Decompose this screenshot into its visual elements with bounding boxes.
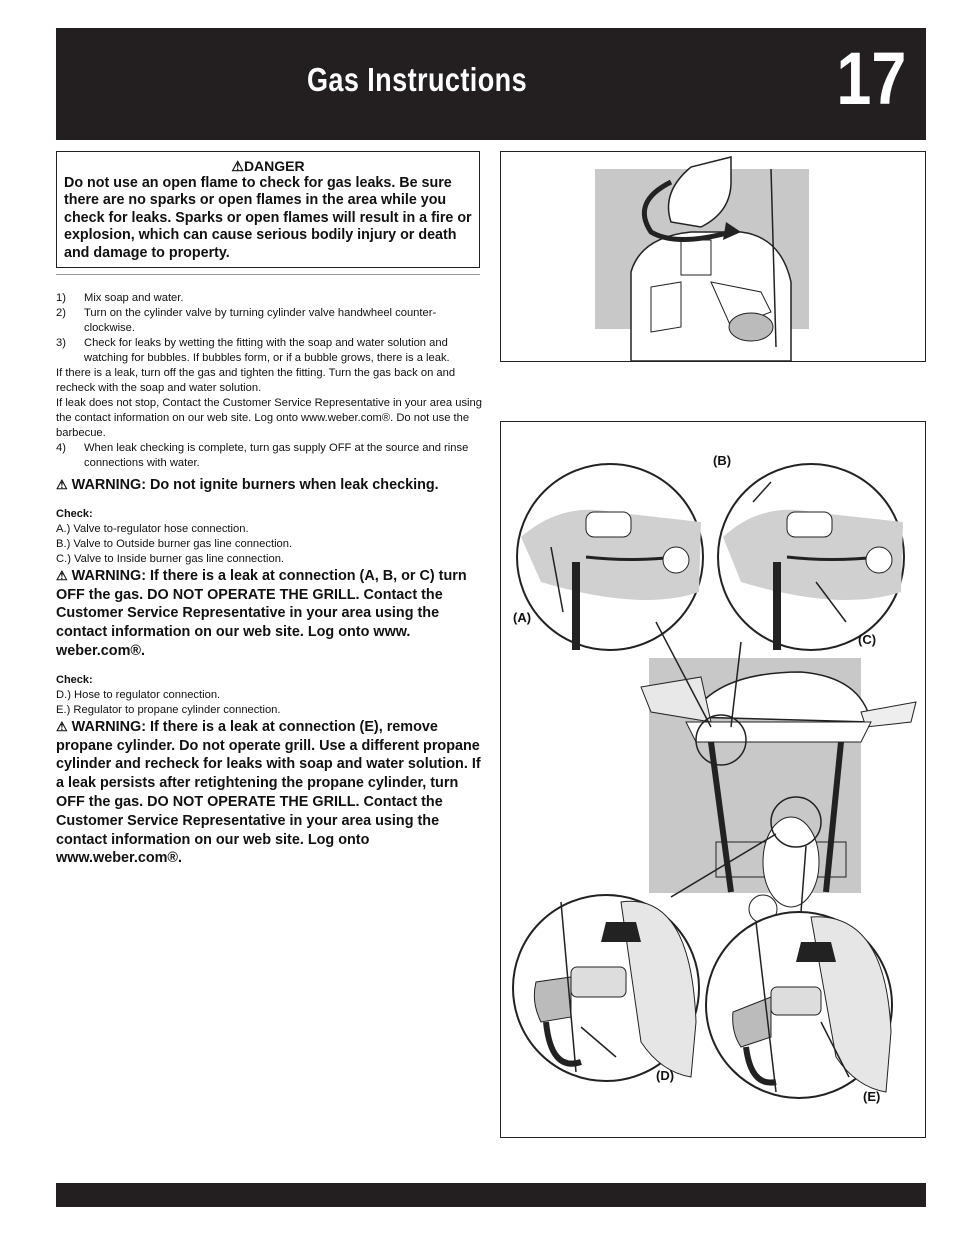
warning-triangle-icon: ⚠ bbox=[56, 567, 68, 583]
danger-body: Do not use an open flame to check for gas leaks. Be sure there are no sparks or open flames in the area while you check for leaks. Sparks or open flames will result in a fire or explosion, which can cause serious bodily injury or death and damage to property. bbox=[64, 175, 472, 261]
check-item: B.) Valve to Outside burner gas line connection. bbox=[56, 537, 293, 550]
danger-box bbox=[56, 151, 480, 268]
divider bbox=[56, 274, 480, 275]
valve-figure bbox=[500, 151, 926, 362]
page-title: Gas Instructions bbox=[306, 61, 528, 98]
warning-abc: ⚠ WARNING: If there is a leak at connection (A, B, or C) turn OFF the gas. DO NOT OPERATE THE GRILL. Contact the Customer Service Representative in your area using the contact information on our web site. Log onto www. weber.com®. bbox=[56, 567, 467, 659]
leak-stop-paragraph: If leak does not stop, Contact the Customer Service Representative in your area using the contact information on our web site. Log onto www.weber.com®. Do not use the barbecue. bbox=[56, 397, 482, 439]
leak-paragraph: If there is a leak, turn off the gas and tighten the fitting. Turn the gas back on and recheck with the soap and water solution. bbox=[56, 367, 456, 394]
step-item: 2) Turn on the cylinder valve by turning cylinder valve handwheel counter-clockwise. bbox=[56, 307, 437, 334]
check-item: C.) Valve to Inside burner gas line connection. bbox=[56, 552, 285, 565]
cylinder-valve-illustration bbox=[501, 152, 925, 361]
page-footer bbox=[56, 1183, 926, 1207]
instructions-column bbox=[56, 291, 482, 868]
warning-triangle-icon: ⚠ bbox=[56, 477, 68, 492]
label-d: (D) bbox=[656, 1068, 675, 1083]
step-item: 1) Mix soap and water. bbox=[56, 292, 184, 304]
step-item: 3) Check for leaks by wetting the fitting with the soap and water solution and watching for bubbles. If bubbles form, or if a bubble grows, there is a leak. bbox=[56, 337, 450, 364]
label-b: (B) bbox=[713, 453, 732, 468]
warning-triangle-icon: ⚠ bbox=[56, 718, 68, 734]
page-header bbox=[56, 28, 926, 140]
warning-triangle-icon: ⚠ bbox=[231, 158, 244, 174]
leak-check-figure bbox=[500, 421, 926, 1138]
check-item: D.) Hose to regulator connection. bbox=[56, 688, 221, 701]
check-title: Check: bbox=[56, 673, 93, 686]
step-item: 4) When leak checking is complete, turn gas supply OFF at the source and rinse connections with water. bbox=[56, 442, 469, 469]
warning-no-ignite: ⚠ WARNING: Do not ignite burners when leak checking. bbox=[56, 477, 439, 493]
label-e: (E) bbox=[863, 1089, 881, 1104]
label-c: (C) bbox=[858, 632, 877, 647]
check-item: A.) Valve to-regulator hose connection. bbox=[56, 522, 249, 535]
check-title: Check: bbox=[56, 507, 93, 520]
danger-title: ⚠DANGER bbox=[231, 158, 305, 174]
warning-e: ⚠ WARNING: If there is a leak at connection (E), remove propane cylinder. Do not operate grill. Use a different propane cylinder and recheck for leaks with soap and water solution. If a leak persists after retightening the propane cylinder, turn OFF the gas. DO NOT OPERATE THE GRILL. Contact the Customer Service Representative in your area using the contact information on our web site. Log onto www.weber.com®. bbox=[56, 718, 481, 867]
check-item: E.) Regulator to propane cylinder connection. bbox=[56, 703, 281, 716]
page-number: 17 bbox=[836, 37, 906, 120]
label-a: (A) bbox=[513, 610, 532, 625]
grill-connections-illustration bbox=[501, 422, 925, 1137]
